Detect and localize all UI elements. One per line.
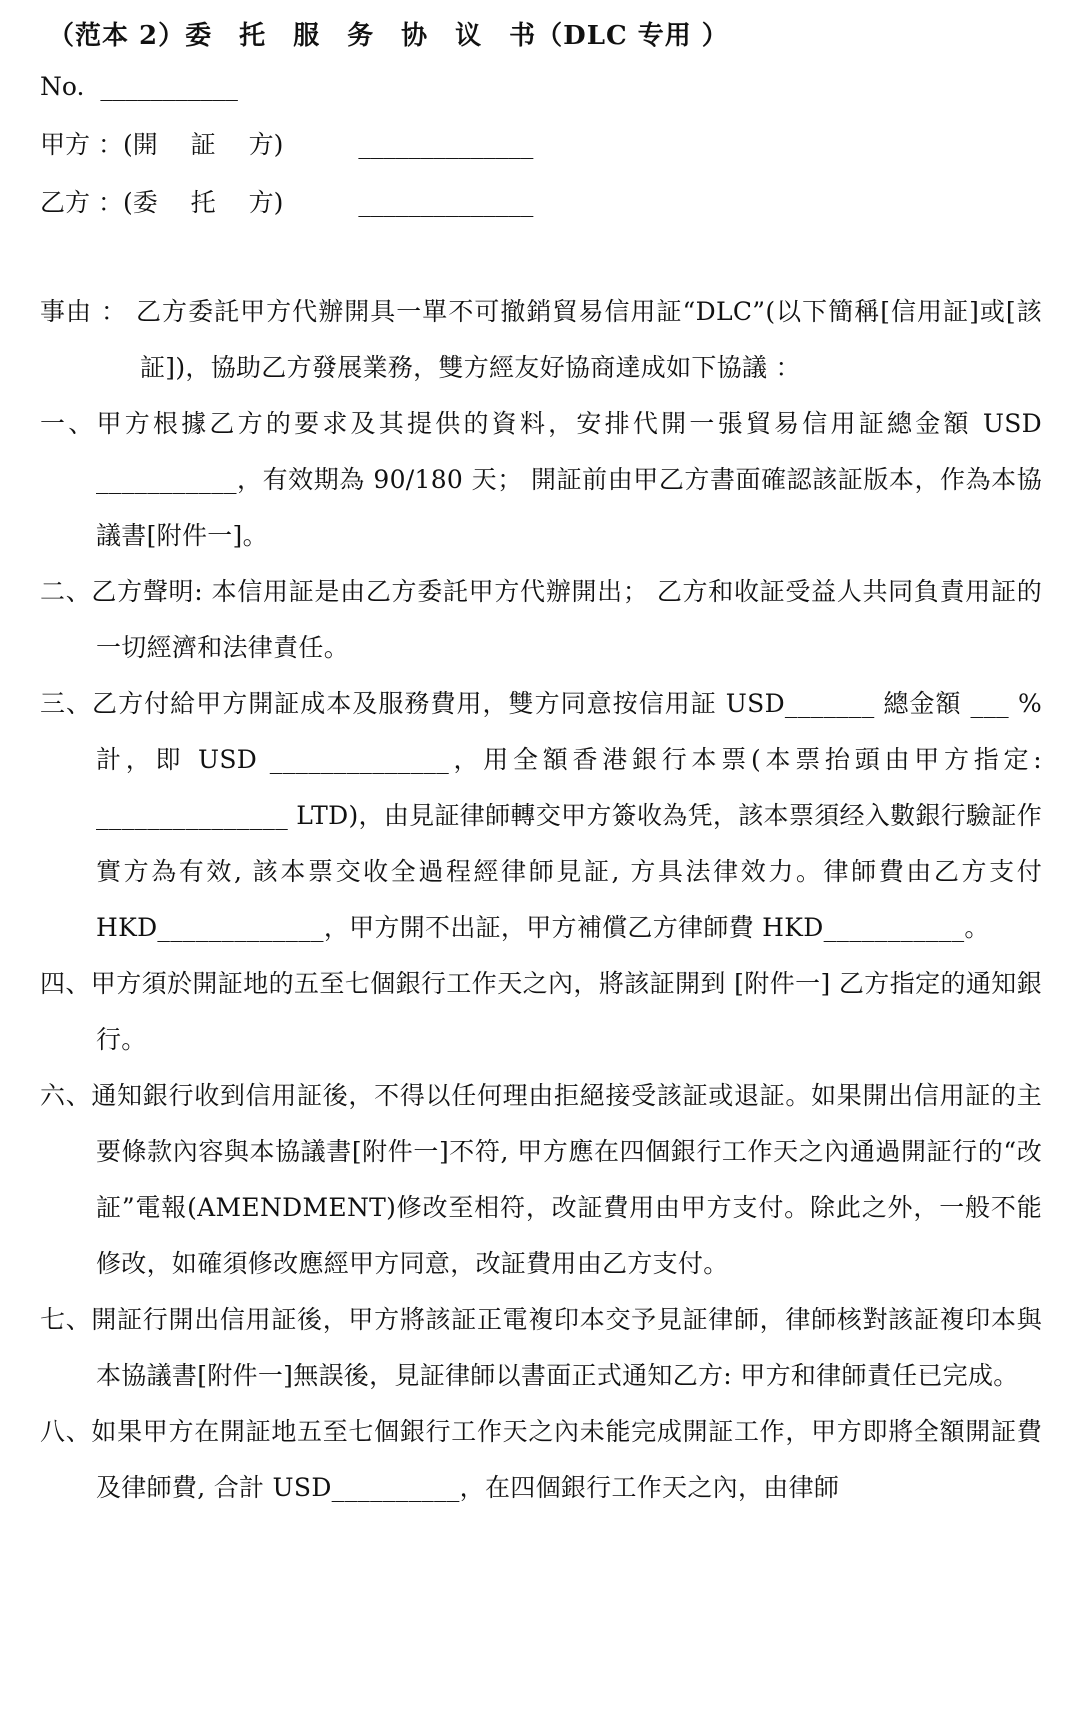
party-a-line: 甲方 ：(開 証 方) ______________ [40,130,534,159]
document-number: No. ___________ [40,72,238,101]
clause-8: 八、如果甲方在開証地五至七個銀行工作天之內未能完成開証工作，甲方即將全額開証費及律師費, 合計 USD__________，在四個銀行工作天之內，由律師 [40,1417,1042,1502]
party-b-line: 乙方 ：(委 托 方) ______________ [40,188,534,217]
clause-4: 四、甲方須於開証地的五至七個銀行工作天之內，將該証開到 [附件一] 乙方指定的通知銀行。 [40,969,1042,1054]
clause-2: 二、乙方聲明: 本信用証是由乙方委託甲方代辦開出； 乙方和收証受益人共同負責用証的一切經濟和法律責任。 [40,577,1042,662]
clause-1: 一、甲方根據乙方的要求及其提供的資料，安排代開一張貿易信用証總金額 USD ___________，有效期為 90/180 天； 開証前由甲乙方書面確認該証版本，作為本協議書[附件一]。 [40,409,1042,550]
clause-6: 六、通知銀行收到信用証後，不得以任何理由拒絕接受該証或退証。如果開出信用証的主要條款內容與本協議書[附件一]不符, 甲方應在四個銀行工作天之內通過開証行的“改証”電報(AMENDMENT)修改至相符，改証費用由甲方支付。除此之外，一般不能修改，如確須修改應經甲方同意，改証費用由乙方支付。 [40,1081,1042,1278]
document-title: （范本 2）委 托 服 务 协 议 书（DLC 专用 ） [48,21,729,51]
clause-3: 三、乙方付給甲方開証成本及服務費用，雙方同意按信用証 USD_______ 總金額 ___ % 計，即 USD ______________，用全額香港銀行本票(本票抬頭由甲方指定: _______________ LTD)，由見証律師轉交甲方簽收為凭，該本票須经入數銀行驗証作實方為有效, 該本票交收全過程經律師見証, 方具法律效力。律師費由乙方支付 HKD_____________，甲方開不出証，甲方補償乙方律師費 HKD___________。 [40,689,1042,942]
reason-paragraph: 事由 ： 乙方委託甲方代辦開具一單不可撤銷貿易信用証“DLC”(以下簡稱[信用証]或[該証])，協助乙方發展業務，雙方經友好協商達成如下協議 ： [40,297,1042,382]
spacer [40,232,1042,284]
clause-7: 七、開証行開出信用証後，甲方將該証正電複印本交予見証律師，律師核對該証複印本與本協議書[附件一]無誤後，見証律師以書面正式通知乙方: 甲方和律師責任已完成。 [40,1305,1042,1390]
